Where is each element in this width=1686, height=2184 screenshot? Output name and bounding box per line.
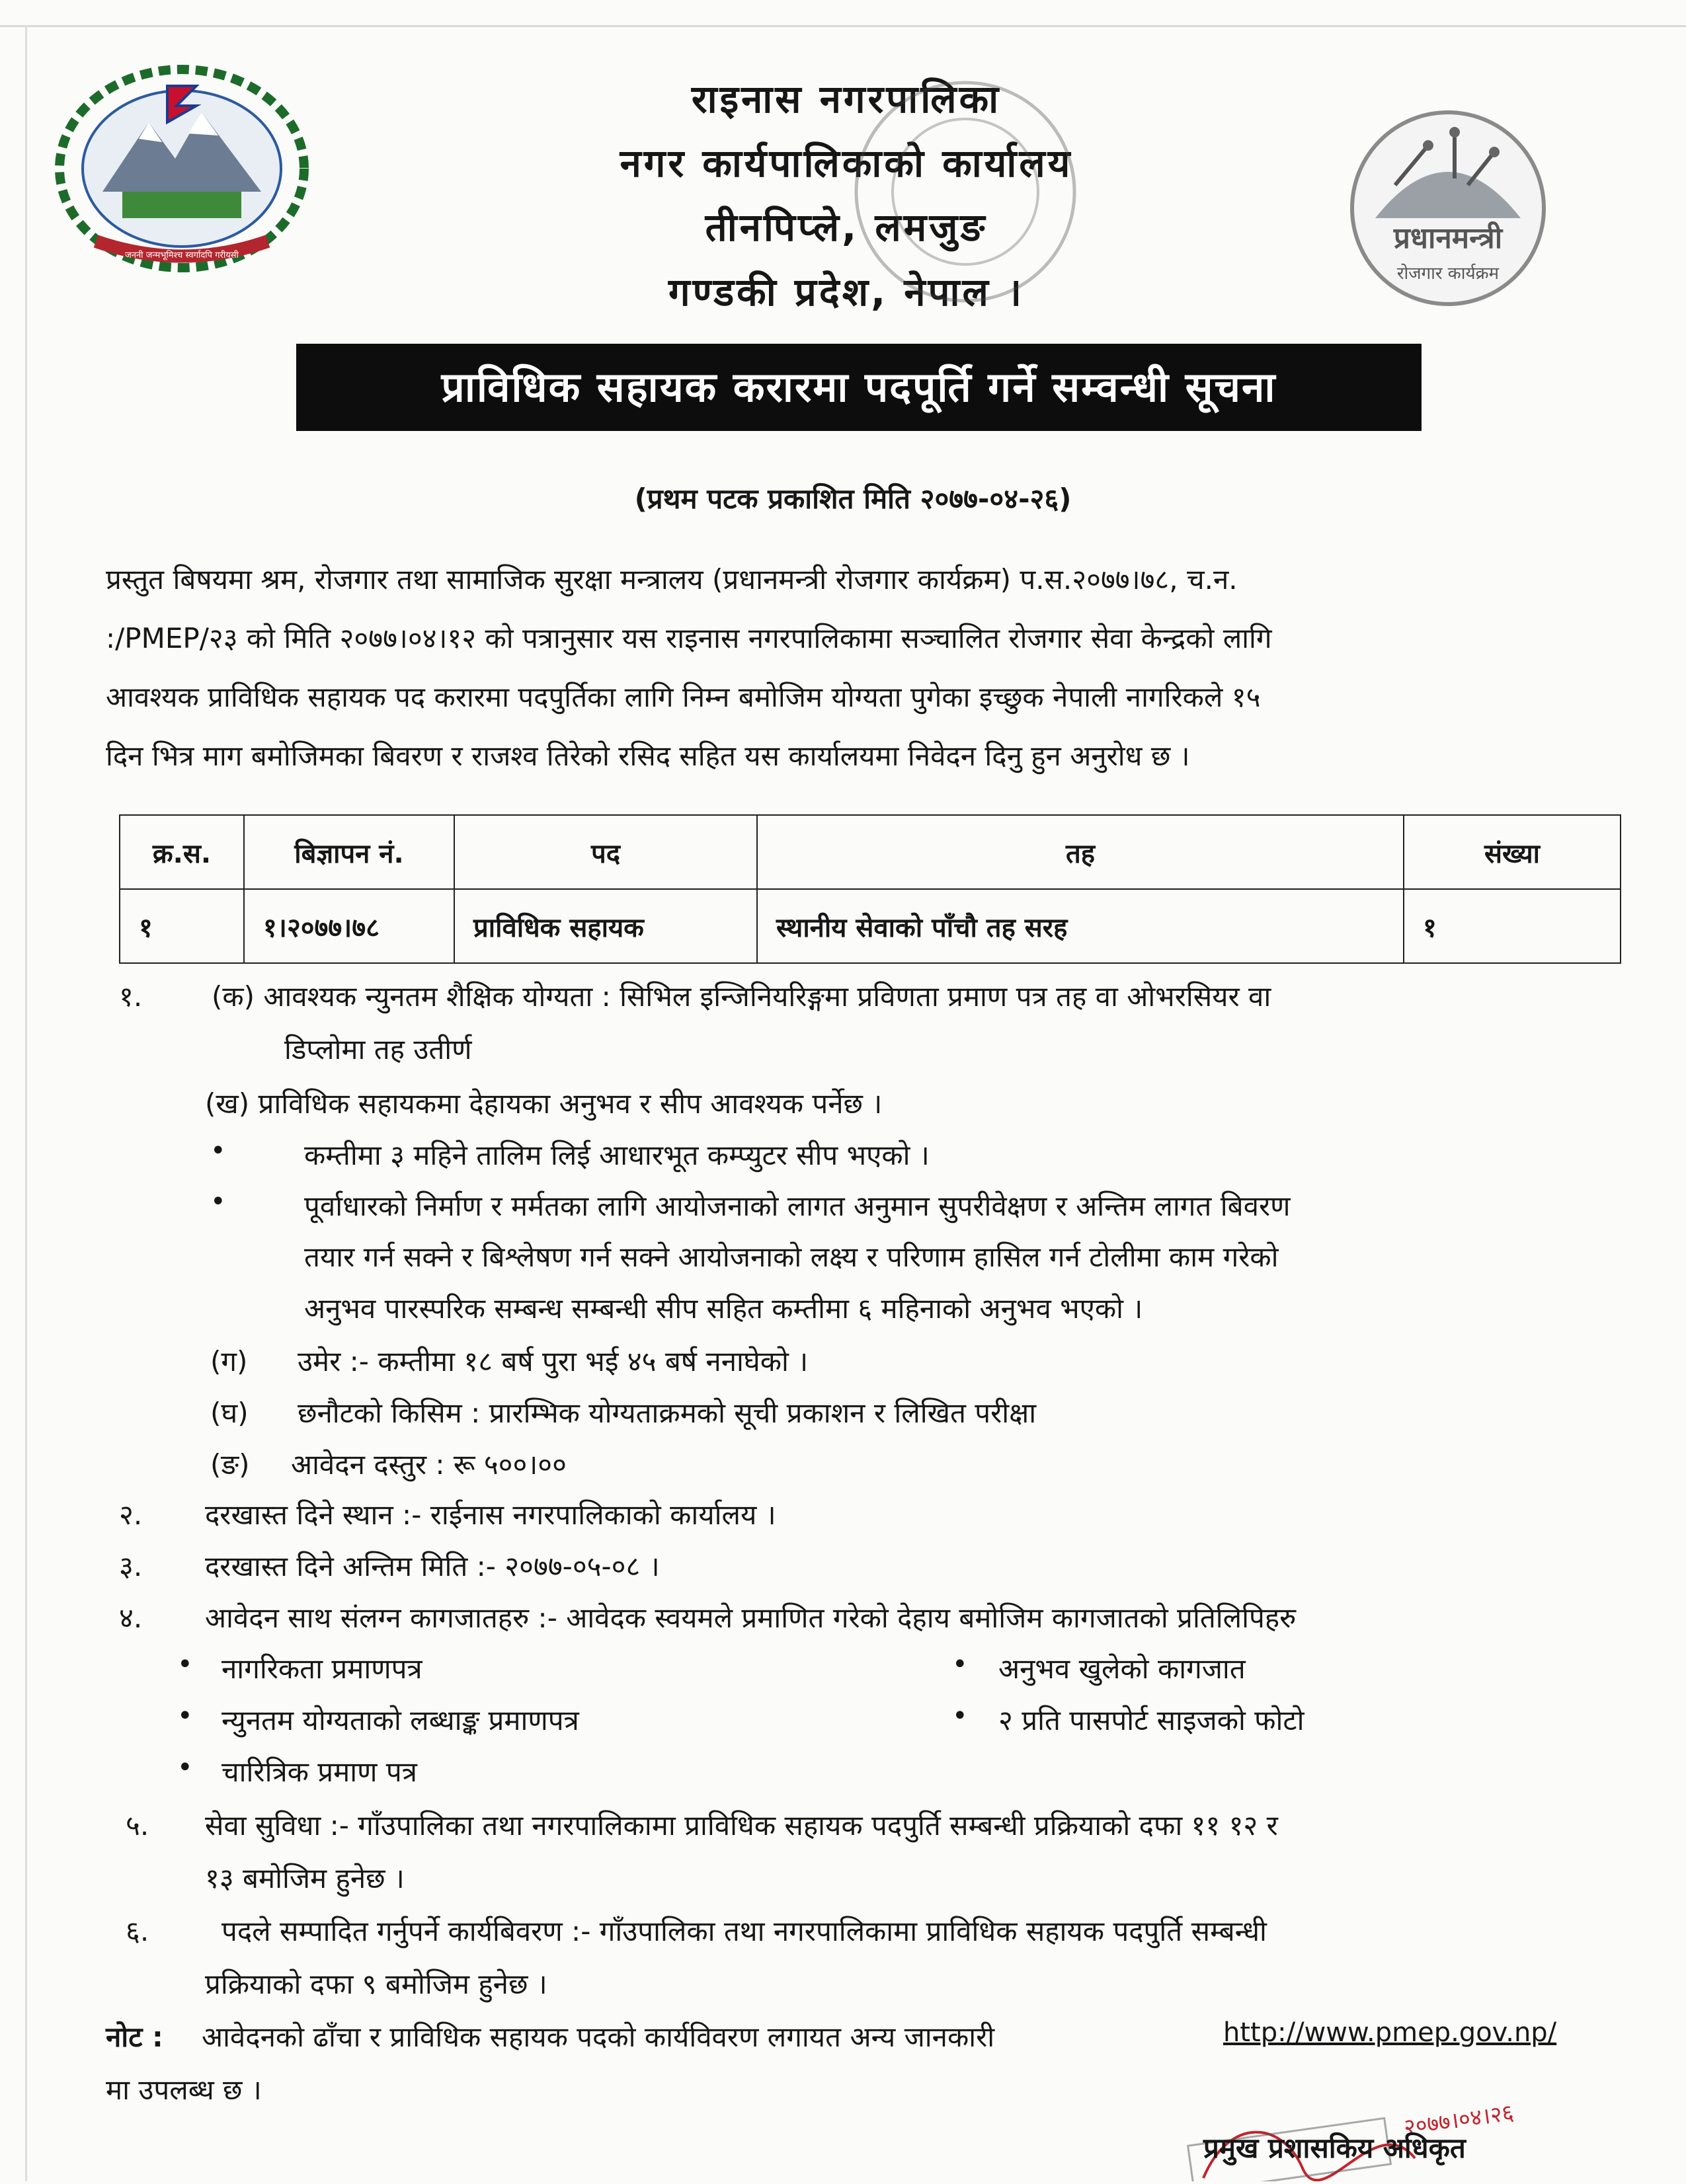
qualification-text: (क) आवश्यक न्युनतम शैक्षिक योग्यता : सिभिल इन्जिनियरिङ्गमा प्रविणता प्रमाण पत्र तह वा ओभरसियर वा (212, 980, 1271, 1013)
note-cont: मा उपलब्ध छ । (106, 2074, 262, 2106)
note-label: नोट : (106, 2021, 163, 2053)
bullet-icon: • (952, 1649, 968, 1680)
col-header-count: संख्या (1404, 815, 1621, 889)
bullet-icon: • (210, 1136, 226, 1166)
age-text: उमेर :- कम्तीमा १८ बर्ष पुरा भई ४५ बर्ष ननाघेको । (298, 1345, 809, 1378)
item-number-3: ३. (119, 1550, 143, 1582)
item-number-2: २. (119, 1499, 143, 1531)
service-facility-l2: १३ बमोजिम हुनेछ । (205, 1862, 405, 1894)
item-number-1: १. (119, 980, 143, 1013)
age-label: (ग) (210, 1345, 248, 1378)
intro-line: आवश्यक प्राविधिक सहायक पद करारमा पदपुर्तिका लागि निम्न बमोजिम योग्यता पुगेका इच्छुक नेपाली नागरिकले १५ (106, 681, 1261, 713)
office-address: तीनपिप्ले, लमजुङ (705, 205, 988, 250)
pmep-website-link[interactable]: http://www.pmep.gov.np/ (1223, 2017, 1557, 2048)
fee-label: (ङ) (210, 1448, 250, 1481)
office-name: नगर कार्यपालिकाको कार्यालय (620, 141, 1073, 186)
col-header-sn: क्र.स. (120, 815, 244, 889)
bullet-icon: • (952, 1701, 968, 1731)
skill-item-infra-l2: तयार गर्न सक्ने र बिश्लेषण गर्न सक्ने आयोजनाको लक्ष्य र परिणाम हासिल गर्न टोलीमा काम गरेको (304, 1241, 1279, 1273)
published-date: (प्रथम पटक प्रकाशित मिति २०७७-०४-२६) (634, 483, 1072, 515)
logo-title: प्रधानमन्त्री (1393, 221, 1503, 255)
logo-subtitle: रोजगार कार्यक्रम (1396, 264, 1500, 284)
cell-level: स्थानीय सेवाको पाँचौ तह सरह (757, 889, 1404, 963)
cell-count: १ (1404, 889, 1621, 963)
item-number-6: ६. (126, 1915, 149, 1947)
item-number-5: ५. (126, 1809, 149, 1842)
attachments-heading: आवेदन साथ संलग्न कागजातहरु :- आवेदक स्वयमले प्रमाणित गरेको देहाय बमोजिम कागजातको प्रतिलिपिहरु (205, 1602, 1297, 1634)
application-deadline: दरखास्त दिने अन्तिम मिति :- २०७७-०५-०८ । (205, 1550, 660, 1582)
nepal-emblem-logo (50, 59, 314, 278)
bullet-icon: • (177, 1649, 193, 1680)
intro-paragraph (106, 550, 1626, 785)
service-facility-l1: सेवा सुविधा :- गाँउपालिका तथा नगरपालिकामा प्राविधिक सहायक पदपुर्ति सम्बन्धी प्रक्रियाको दफा ११ १२ र (205, 1809, 1278, 1842)
scan-border-left (25, 25, 27, 2181)
doc-transcript: न्युनतम योग्यताको लब्धाङ्क प्रमाणपत्र (221, 1704, 579, 1736)
cell-post: प्राविधिक सहायक (454, 889, 757, 963)
table-row (120, 889, 1621, 963)
table-header-row (120, 815, 1621, 889)
intro-line: प्रस्तुत बिषयमा श्रम, रोजगार तथा सामाजिक सुरक्षा मन्त्रालय (प्रधानमन्त्री रोजगार कार्यक्रम) प.स.२०७७।७८, च.न. (106, 563, 1238, 596)
note-text: आवेदनको ढाँचा र प्राविधिक सहायक पदको कार्यविवरण लगायत अन्य जानकारी (202, 2021, 995, 2053)
doc-citizenship: नागरिकता प्रमाणपत्र (221, 1653, 422, 1685)
province-country: गण्डकी प्रदेश, नेपाल । (668, 270, 1025, 315)
doc-experience: अनुभव खुलेको कागजात (998, 1653, 1246, 1685)
bullet-icon: • (210, 1187, 226, 1217)
vacancy-table (119, 814, 1621, 964)
pm-employment-programme-logo (1336, 106, 1560, 311)
skills-heading: (ख) प्राविधिक सहायकमा देहायका अनुभव र सीप आवश्यक पर्नेछ । (205, 1087, 883, 1120)
doc-photo: २ प्रति पासपोर्ट साइजको फोटो (998, 1704, 1305, 1736)
job-description-l2: प्रक्रियाको दफा ९ बमोजिम हुनेछ । (205, 1968, 547, 2000)
notice-title: प्राविधिक सहायक करारमा पदपूर्ति गर्ने सम्वन्धी सूचना (296, 344, 1422, 431)
col-header-level: तह (757, 815, 1404, 889)
bullet-icon: • (177, 1752, 193, 1783)
fee-text: आवेदन दस्तुर : रू ५००।०० (291, 1448, 567, 1481)
doc-character: चारित्रिक प्रमाण पत्र (221, 1756, 417, 1788)
selection-text: छनौटको किसिम : प्रारम्भिक योग्यताक्रमको सूची प्रकाशन र लिखित परीक्षा (298, 1397, 1037, 1429)
bullet-icon: • (177, 1701, 193, 1731)
skill-item-infra-l3: अनुभव पारस्परिक सम्बन्ध सम्बन्धी सीप सहित कम्तीमा ६ महिनाको अनुभव भएको । (304, 1292, 1143, 1325)
item-number-4: ४. (119, 1602, 143, 1634)
intro-line: दिन भित्र माग बमोजिमका बिवरण र राजश्व तिरेको रसिद सहित यस कार्यालयमा निवेदन दिनु हुन अनुरोध छ । (106, 740, 1190, 772)
application-place: दरखास्त दिने स्थान :- राईनास नगरपालिकाको कार्यालय । (205, 1499, 776, 1531)
selection-label: (घ) (210, 1397, 249, 1429)
skill-item-computer: कम्तीमा ३ महिने तालिम लिई आधारभूत कम्प्युटर सीप भएको । (304, 1139, 930, 1171)
emblem-motto: जननी जन्मभूमिश्च स्वर्गादपि गरीयसी (125, 251, 239, 260)
qualification-cont: डिप्लोमा तह उतीर्ण (284, 1033, 472, 1066)
cell-sn: १ (120, 889, 244, 963)
office-seal-stamp (840, 73, 1091, 311)
col-header-post: पद (454, 815, 757, 889)
handwritten-date: २०७७।०४।२६ (1402, 2099, 1515, 2141)
signatory-title: प्रमुख प्रशासकिय अधिकृत (1203, 2132, 1466, 2164)
job-description-l1: पदले सम्पादित गर्नुपर्ने कार्यबिवरण :- गाँउपालिका तथा नगरपालिकामा प्राविधिक सहायक पदपुर्ति सम्बन्धी (221, 1915, 1267, 1947)
scan-border-top (0, 25, 1686, 27)
intro-line: :/PMEP/२३ को मिति २०७७।०४।१२ को पत्रानुसार यस राइनास नगरपालिकामा सञ्चालित रोजगार सेवा केन्द्रको लागि (106, 622, 1272, 654)
cell-ad-no: १।२०७७।७८ (244, 889, 454, 963)
municipality-name: राइनास नगरपालिका (691, 77, 1002, 122)
col-header-ad-no: बिज्ञापन नं. (244, 815, 454, 889)
skill-item-infra-l1: पूर्वाधारको निर्माण र मर्मतका लागि आयोजनाको लागत अनुमान सुपरीवेक्षण र अन्तिम लागत बिवरण (304, 1190, 1291, 1222)
